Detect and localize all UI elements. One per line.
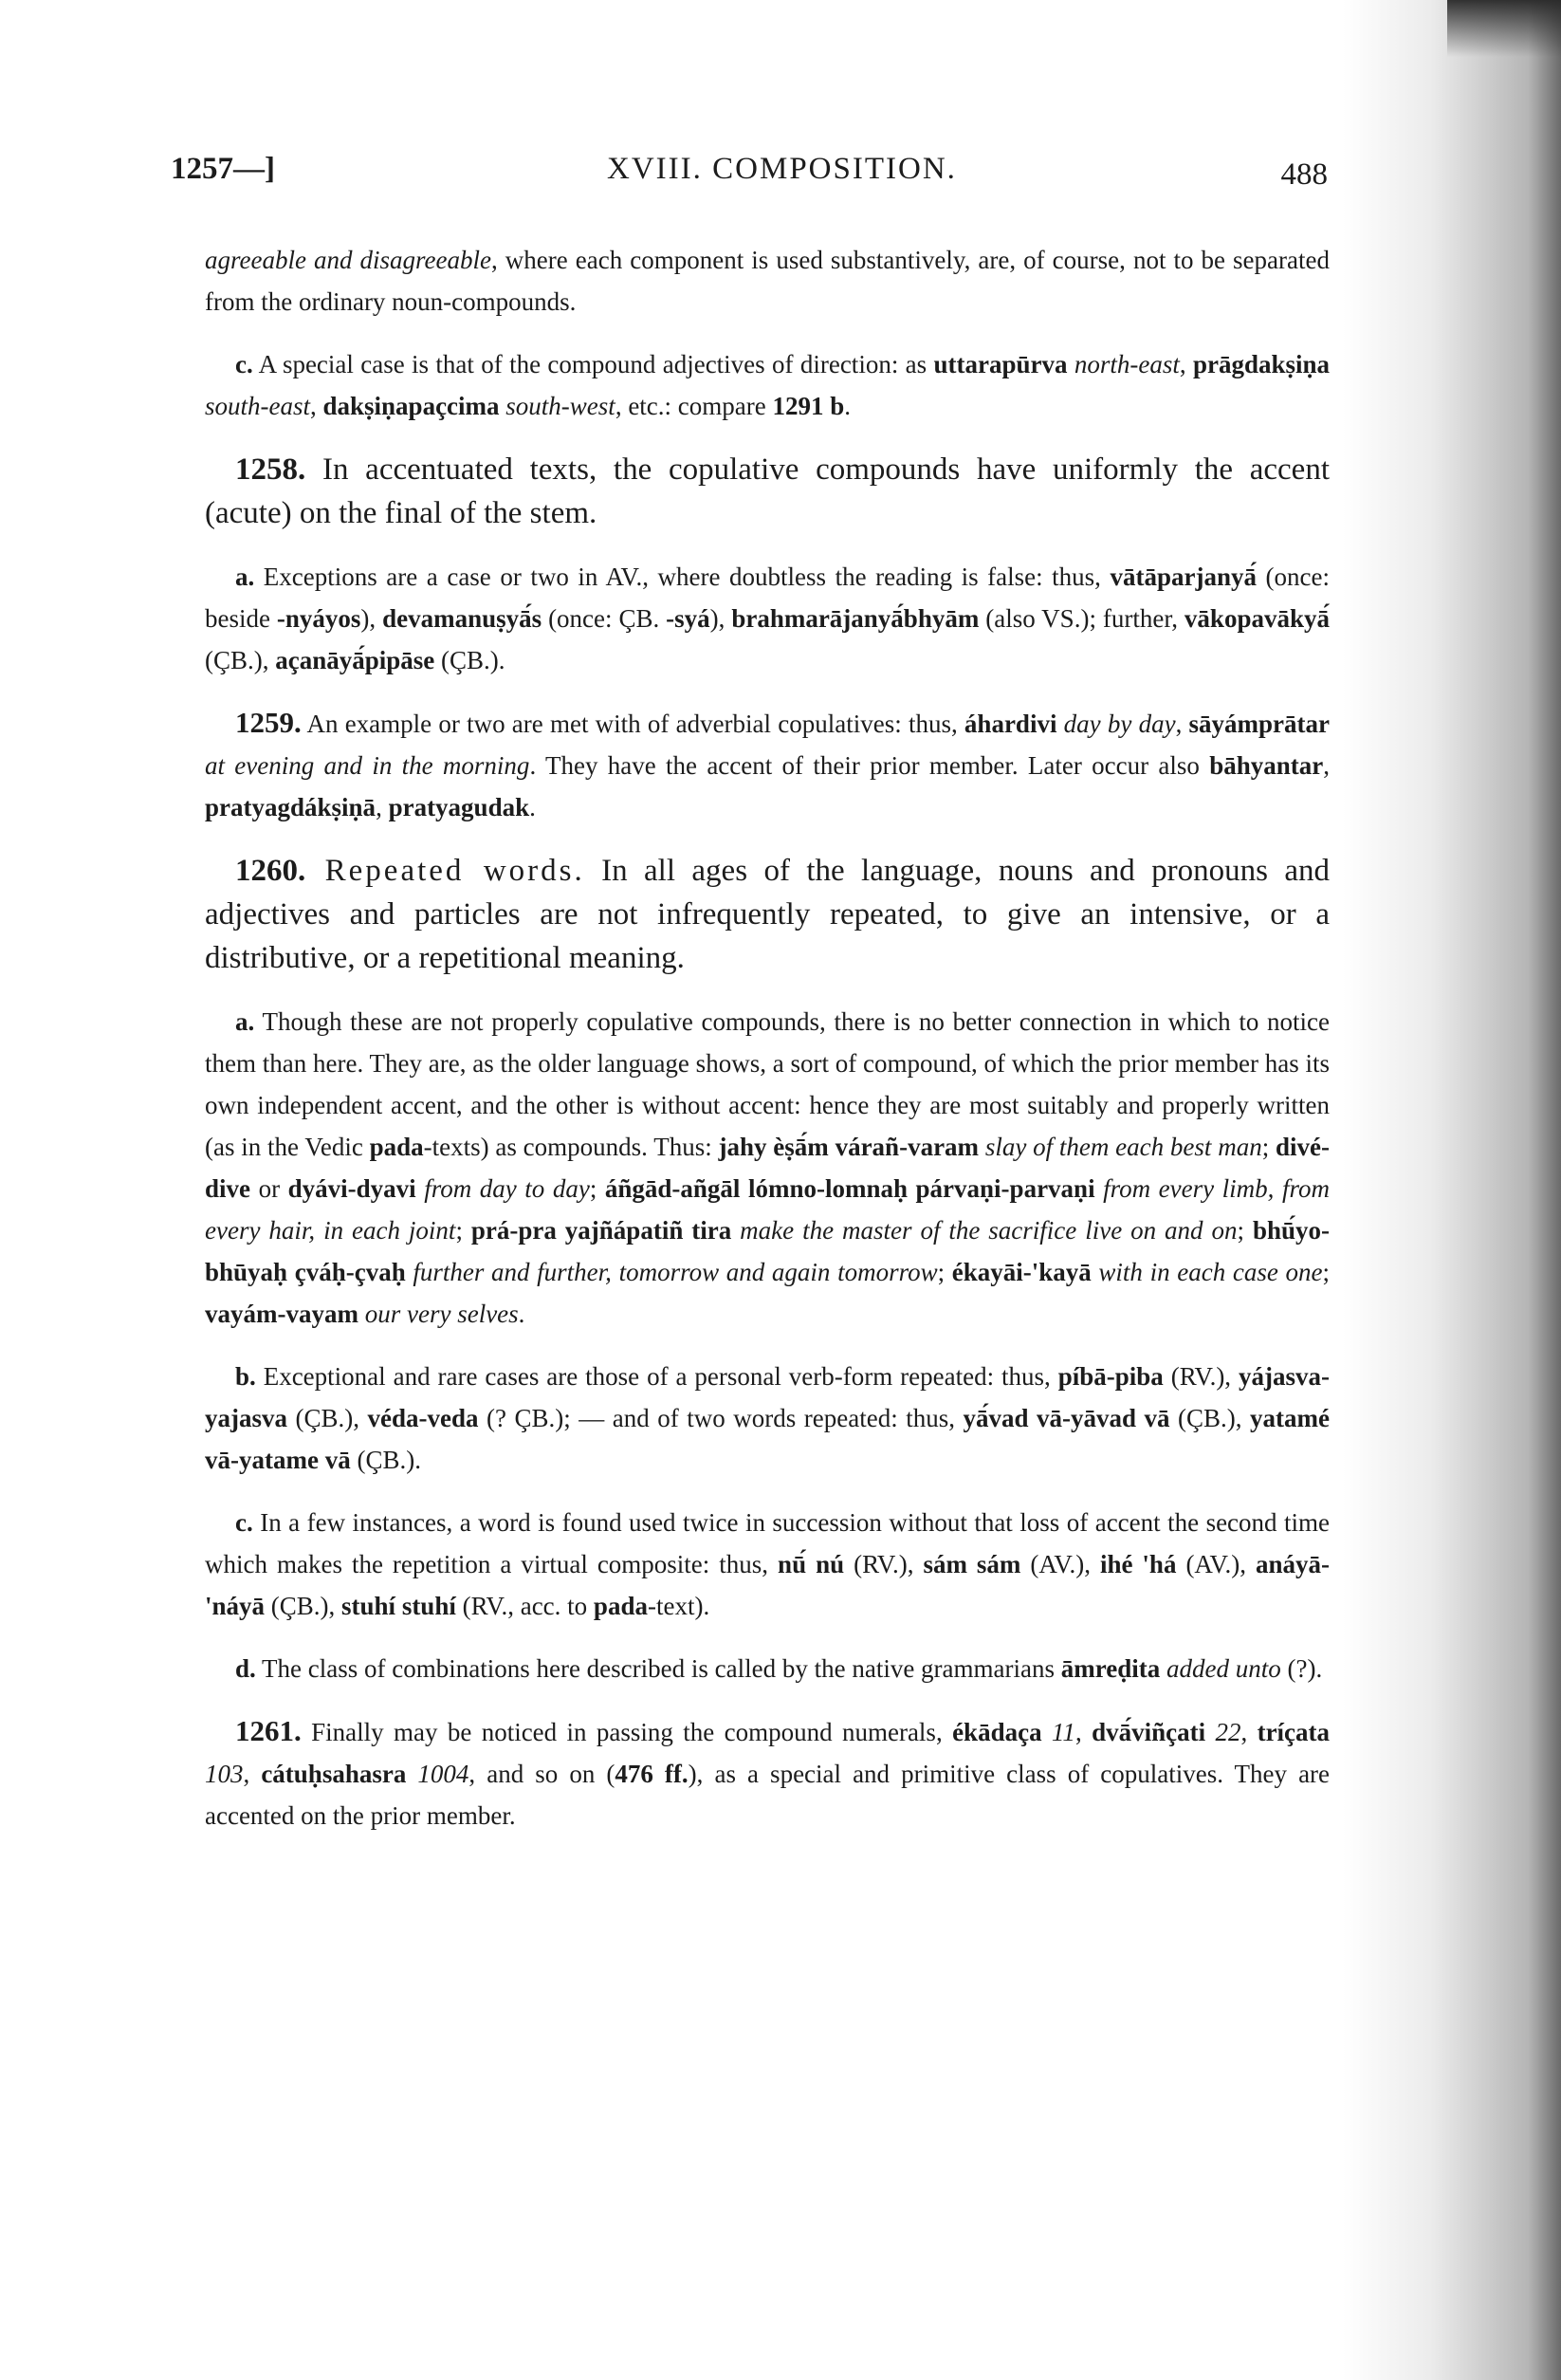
paragraph-1257c: c. A special case is that of the compound adjectives of direction: as uttarapūrva north-east, prāgdakṣiṇa south-east, dakṣiṇapaçcima south-west, etc.: compare 1291 b. [205, 350, 1330, 420]
paragraph-1258a: a. Exceptions are a case or two in AV., where doubtless the reading is false: thus, vātāparjanyā́ (once: beside -nyáyos), devamanuṣyā́s (once: ÇB. -syá), brahmarājanyā́bhyām (also VS.); further, vākopavākyā́ (ÇB.), açanāyā́pipāse (ÇB.). [205, 563, 1330, 674]
running-header [171, 152, 1328, 209]
page-body [205, 239, 1330, 1857]
section-range: 1257—] [171, 152, 275, 186]
paragraph-1258: 1258. In accentuated texts, the copulative compounds have uniformly the accent (acute) on the final of the stem. [205, 452, 1330, 530]
paragraph-1260b: b. Exceptional and rare cases are those of a personal verb-form repeated: thus, píbā-piba (RV.), yájasva-yajasva (ÇB.), véda-veda (? ÇB.); — and of two words repeated: thus, yā́vad vā-yāvad vā (ÇB.), yatamé vā-yatame vā (ÇB.). [205, 1362, 1331, 1474]
paragraph-1259: 1259. An example or two are met with of adverbial copulatives: thus, áhardivi day by day, sāyámprātar at evening and in the morning. They have the accent of their prior member. Later occur also bāhyantar, pratyagdákṣiṇā, pratyagudak. [205, 706, 1331, 821]
page-edge-shadow [1343, 0, 1561, 2380]
paragraph-1260c: c. In a few instances, a word is found used twice in succession without that loss of accent the second time which makes the repetition a virtual composite: thus, nū́ nú (RV.), sám sám (AV.), ihé 'há (AV.), anáyā- 'náyā (ÇB.), stuhí stuhí (RV., acc. to pada-text). [205, 1508, 1330, 1620]
page-number: 488 [1280, 157, 1328, 192]
page-corner-shadow [1447, 0, 1561, 57]
paragraph-1260d: d. The class of combinations here described is called by the native grammarians āmreḍita added unto (?). [235, 1654, 1323, 1683]
paragraph-1261: 1261. Finally may be noticed in passing the compound numerals, ékādaça 11, dvā́viñçati 22, tríçata 103, cátuḥsahasra 1004, and so on (476 ff.), as a special and primitive class of copulatives. They are accented on the prior member. [205, 1714, 1331, 1830]
paragraph-1260a: a. Though these are not properly copulative compounds, there is no better connection in which to notice them than here. They are, as the older language shows, a sort of compound, of which the prior member has its own independent accent, and the other is without accent: hence they are most suitably and properly written (as in the Vedic pada-texts) as compounds. Thus: jahy èṣā́m várañ-varam slay of them each best man; divé-dive or dyávi-dyavi from day to day; áñgād-añgāl lómno-lomnaḥ párvaṇi-parvaṇi from every limb, from every hair, in each joint; prá-pra yajñápatiñ tira make the master of the sacrifice live on and on; bhū́yo-bhūyaḥ çváḥ-çvaḥ further and further, tomorrow and again tomorrow; ékayāi-'kayā with in each case one; vayám-vayam our very selves. [205, 1007, 1330, 1328]
paragraph-continued: agreeable and disagreeable, where each component is used substantively, are, of course, not to be separated from the ordinary noun-compounds. [205, 246, 1330, 316]
paragraph-1260: 1260. Repeated words. In all ages of the language, nouns and pronouns and adjectives and particles are not infrequently repeated, to give an intensive, or a distributive, or a repetitional meaning. [205, 854, 1330, 975]
chapter-title: XVIII. COMPOSITION. [607, 152, 957, 186]
